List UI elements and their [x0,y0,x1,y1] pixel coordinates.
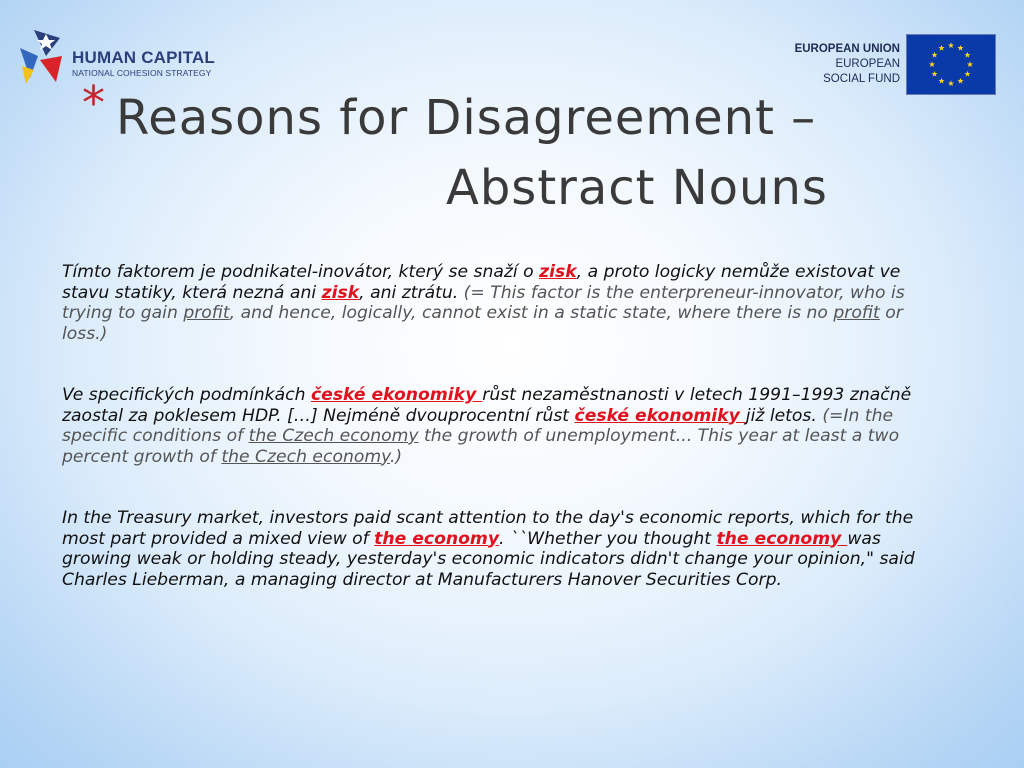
eu-star-icon [957,78,963,84]
hc-title: HUMAN CAPITAL [72,48,215,67]
eu-star-icon [938,45,944,51]
eu-star-icon [929,61,935,67]
eu-star-icon [938,78,944,84]
highlight-zisk: zisk [539,262,577,282]
title-bullet: * [82,76,105,130]
underlined-czech-economy: the Czech economy [221,446,390,467]
underlined-czech-economy: the Czech economy [248,426,419,446]
underlined-profit: profit [183,303,230,323]
eu-star-icon [932,71,938,77]
underlined-profit: profit [833,303,880,323]
eu-star-icon [964,71,970,77]
highlight-ceske-ekonomiky: české ekonomiky [310,385,483,405]
text-span: Ve specifických podmínkách [62,385,311,405]
human-capital-emblem-icon [16,26,66,88]
text-span: růst nezaměstnanosti v letech 1991–1993 značně zaostal za poklesem HDP. […] Nejméně dvouprocentní růst [62,385,912,426]
text-span: již letos. [745,405,823,426]
hc-subtitle: NATIONAL COHESION STRATEGY [72,68,212,78]
text-span: . ``Whether you thought [499,528,717,549]
eu-star-icon [932,52,938,58]
title-line-1: Reasons for Disagreement – [116,90,817,146]
eu-line-2: EUROPEAN [835,58,900,70]
eu-star-icon [948,42,954,48]
highlight-the-economy: the economy [716,528,848,549]
paragraph-2 [62,385,952,467]
text-span: was growing weak or holding steady, yesterday's economic indicators didn't change your opinion," said Charles Lieberman, a managing director at Manufacturers Hanover Securities Corp. [62,528,915,590]
text-span: , a proto logicky nemůže existovat ve stavu statiky, která nezná ani [62,262,901,303]
eu-logo [766,34,996,94]
slide-body [62,262,952,631]
eu-star-icon [967,61,973,67]
paragraph-1 [62,262,952,344]
text-span: In the Treasury market, investors paid scant attention to the day's economic reports, which for the most part provided a mixed view of [62,508,914,549]
eu-star-icon [948,80,954,86]
paragraph-3 [62,508,952,590]
translation-span: or loss.) [62,303,903,344]
translation-span: .) [389,446,403,467]
eu-line-3: SOCIAL FUND [823,73,900,85]
highlight-the-economy: the economy [374,528,500,549]
translation-span: , and hence, logically, cannot exist in a static state, where there is no [229,303,834,323]
translation-span: (=In the specific conditions of [62,405,894,446]
text-span: , ani ztrátu. [359,282,464,303]
highlight-ceske-ekonomiky: české ekonomiky [574,405,746,426]
eu-star-icon [964,52,970,58]
eu-star-icon [957,45,963,51]
text-span: Tímto faktorem je podnikatel-inovátor, který se snaží o [62,262,540,282]
eu-line-1: EUROPEAN UNION [794,43,900,55]
translation-span: (= This factor is the enterpreneur-innovator, who is trying to gain [62,282,905,323]
title-line-2: Abstract Nouns [446,160,828,216]
eu-flag-icon [906,34,996,95]
translation-span: the growth of unemployment... This year at least a two percent growth of [62,426,900,467]
human-capital-logo [16,26,236,90]
highlight-zisk: zisk [321,282,360,303]
